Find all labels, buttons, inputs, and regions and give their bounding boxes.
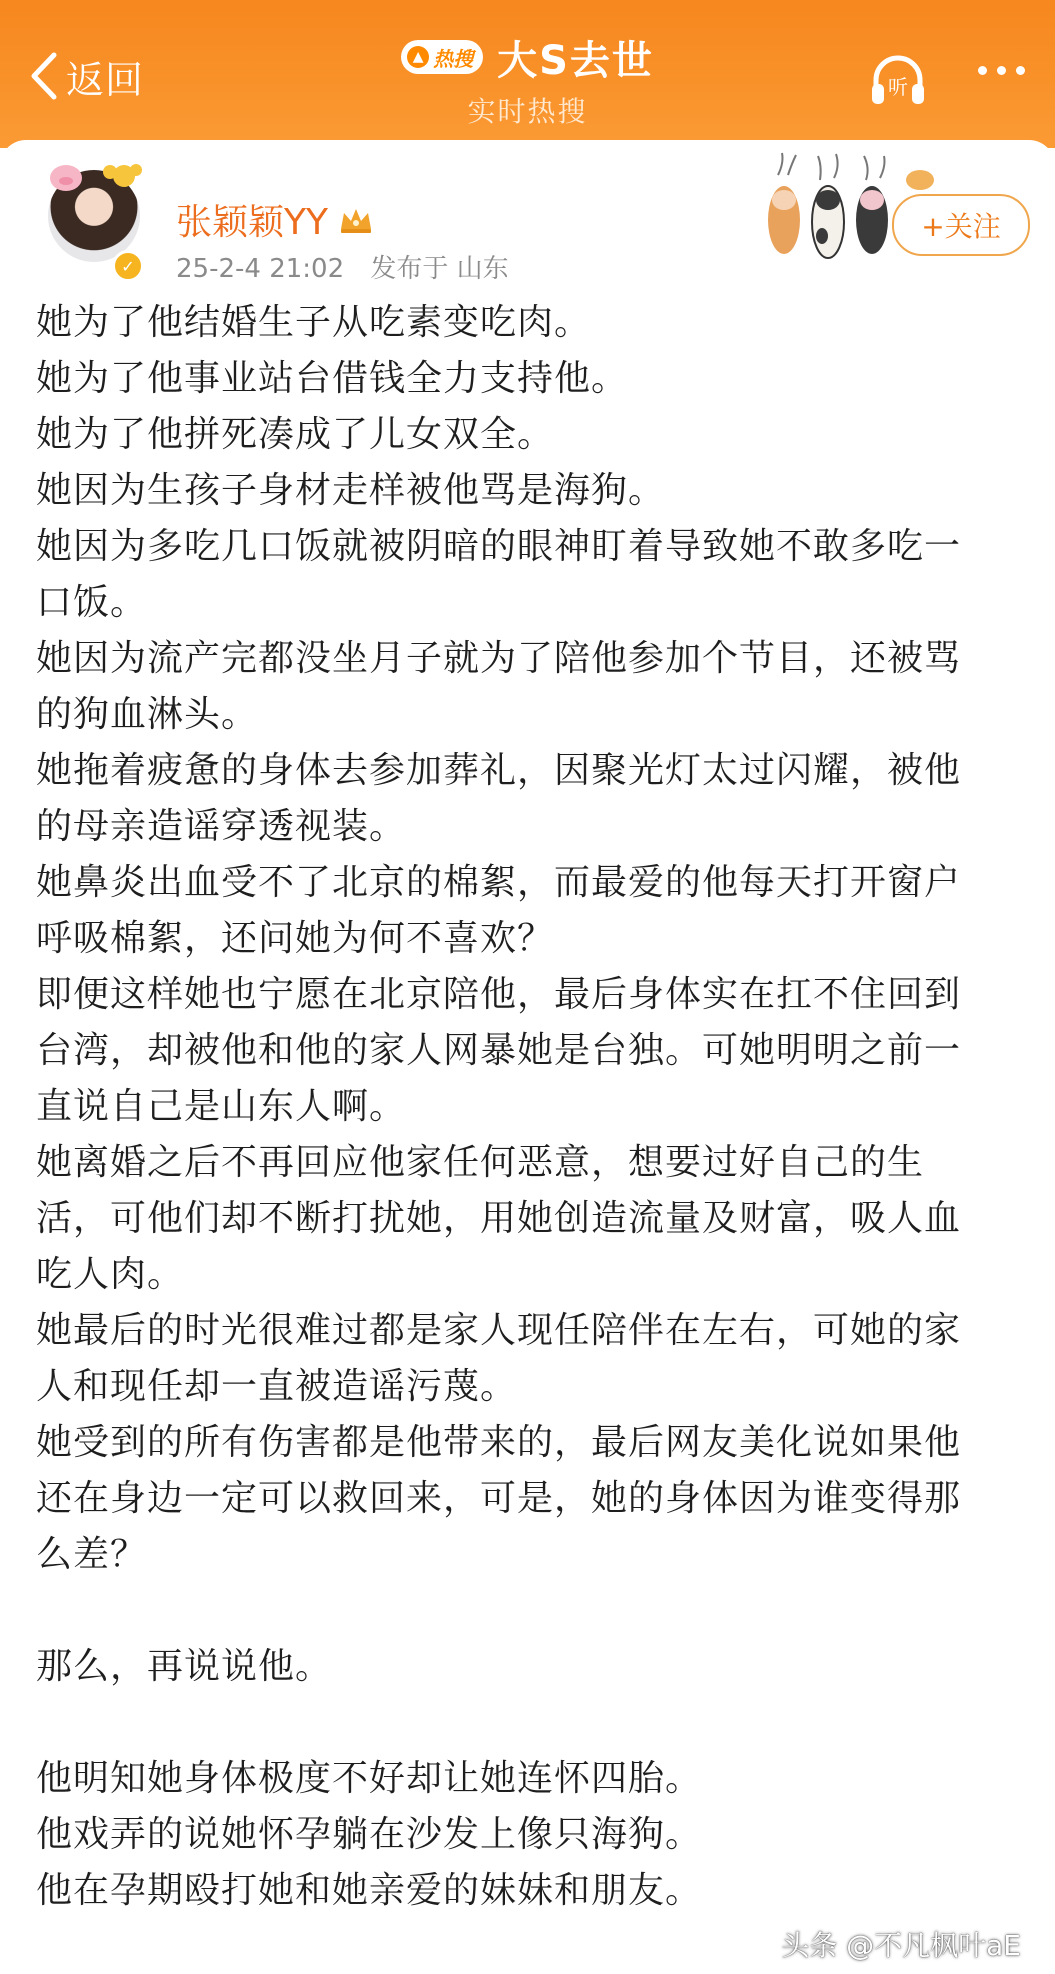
blank-line bbox=[36, 1695, 1026, 1751]
post-text-line: 的母亲造谣穿透视装。 bbox=[36, 806, 407, 847]
hot-search-badge bbox=[401, 40, 483, 74]
post-text-line: 即便这样她也宁愿在北京陪他，最后身体实在扛不住回到 bbox=[36, 974, 962, 1015]
post-text-line: 么差？ bbox=[36, 1534, 148, 1575]
back-label: 返回 bbox=[66, 57, 145, 102]
post-text-line: 的狗血淋头。 bbox=[36, 694, 259, 735]
post-text-line: 呼吸棉絮，还问她为何不喜欢？ bbox=[36, 918, 555, 959]
username-text: 张颖颖YY bbox=[176, 202, 328, 243]
post-text-line: 她为了他拼死凑成了儿女双全。 bbox=[36, 414, 555, 455]
top-nav-bar bbox=[0, 0, 1055, 148]
post-text-line: 台湾，却被他和他的家人网暴她是台独。可她明明之前一 bbox=[36, 1030, 962, 1071]
post-text-line: 她因为流产完都没坐月子就为了陪他参加个节目，还被骂 bbox=[36, 638, 962, 679]
post-text-line: 吃人肉。 bbox=[36, 1254, 185, 1295]
page-subtitle: 实时热搜 bbox=[467, 95, 588, 128]
blank-line bbox=[36, 1583, 1026, 1639]
post-location: 发布于 山东 bbox=[370, 254, 509, 284]
post-text-line: 她最后的时光很难过都是家人现任陪伴在左右，可她的家 bbox=[36, 1310, 962, 1351]
headphones-icon[interactable] bbox=[866, 48, 930, 112]
post-text-line: 直说自己是山东人啊。 bbox=[36, 1086, 407, 1127]
post-text-line: 活，可他们却不断打扰她，用她创造流量及财富，吸人血 bbox=[36, 1198, 962, 1239]
post-text-line: 她离婚之后不再回应他家任何恶意，想要过好自己的生 bbox=[36, 1142, 925, 1183]
post-meta bbox=[176, 248, 509, 285]
post-text-line: 口饭。 bbox=[36, 582, 148, 623]
more-dots-icon bbox=[978, 66, 987, 75]
post-text-line: 她受到的所有伤害都是他带来的，最后网友美化说如果他 bbox=[36, 1422, 962, 1463]
post-text-line: 人和现任却一直被造谣污蔑。 bbox=[36, 1366, 518, 1407]
crown-icon bbox=[338, 205, 374, 235]
pig-decoration-icon bbox=[44, 158, 144, 198]
post-text-line: 她鼻炎出血受不了北京的棉絮，而最爱的他每天打开窗户 bbox=[36, 862, 962, 903]
post-text-line: 她因为生孩子身材走样被他骂是海狗。 bbox=[36, 470, 666, 511]
post-text-line: 她因为多吃几口饭就被阴暗的眼神盯着导致她不敢多吃一 bbox=[36, 526, 962, 567]
watermark: 头条 @不凡枫叶aE bbox=[781, 1929, 1021, 1962]
post-text-line: 那么，再说说他。 bbox=[36, 1646, 333, 1687]
listen-label: 听 bbox=[888, 75, 908, 99]
post-text-line: 还在身边一定可以救回来，可是，她的身体因为谁变得那 bbox=[36, 1478, 962, 1519]
post-text-line: 他戏弄的说她怀孕躺在沙发上像只海狗。 bbox=[36, 1814, 703, 1855]
post-body bbox=[36, 295, 1026, 1919]
more-dots-icon bbox=[997, 66, 1006, 75]
page-title: 大S去世 bbox=[497, 37, 654, 84]
post-text-line: 他在孕期殴打她和她亲爱的妹妹和朋友。 bbox=[36, 1870, 703, 1911]
post-text-line: 他明知她身体极度不好却让她连怀四胎。 bbox=[36, 1758, 703, 1799]
username[interactable] bbox=[176, 194, 374, 245]
hot-search-badge-label: 热搜 bbox=[433, 46, 474, 71]
post-text-line: 她拖着疲惫的身体去参加葬礼，因聚光灯太过闪耀，被他 bbox=[36, 750, 962, 791]
more-dots-icon bbox=[1016, 66, 1025, 75]
post-time: 25-2-4 21:02 bbox=[176, 254, 345, 284]
post-text-line: 她为了他事业站台借钱全力支持他。 bbox=[36, 358, 629, 399]
verified-icon: ✓ bbox=[112, 250, 144, 282]
more-button[interactable] bbox=[978, 66, 1025, 75]
post-text-line: 她为了他结婚生子从吃素变吃肉。 bbox=[36, 302, 592, 343]
post-card bbox=[0, 140, 1055, 1974]
follow-button[interactable]: +关注 bbox=[892, 194, 1030, 256]
flame-icon: ▲ bbox=[407, 46, 429, 68]
